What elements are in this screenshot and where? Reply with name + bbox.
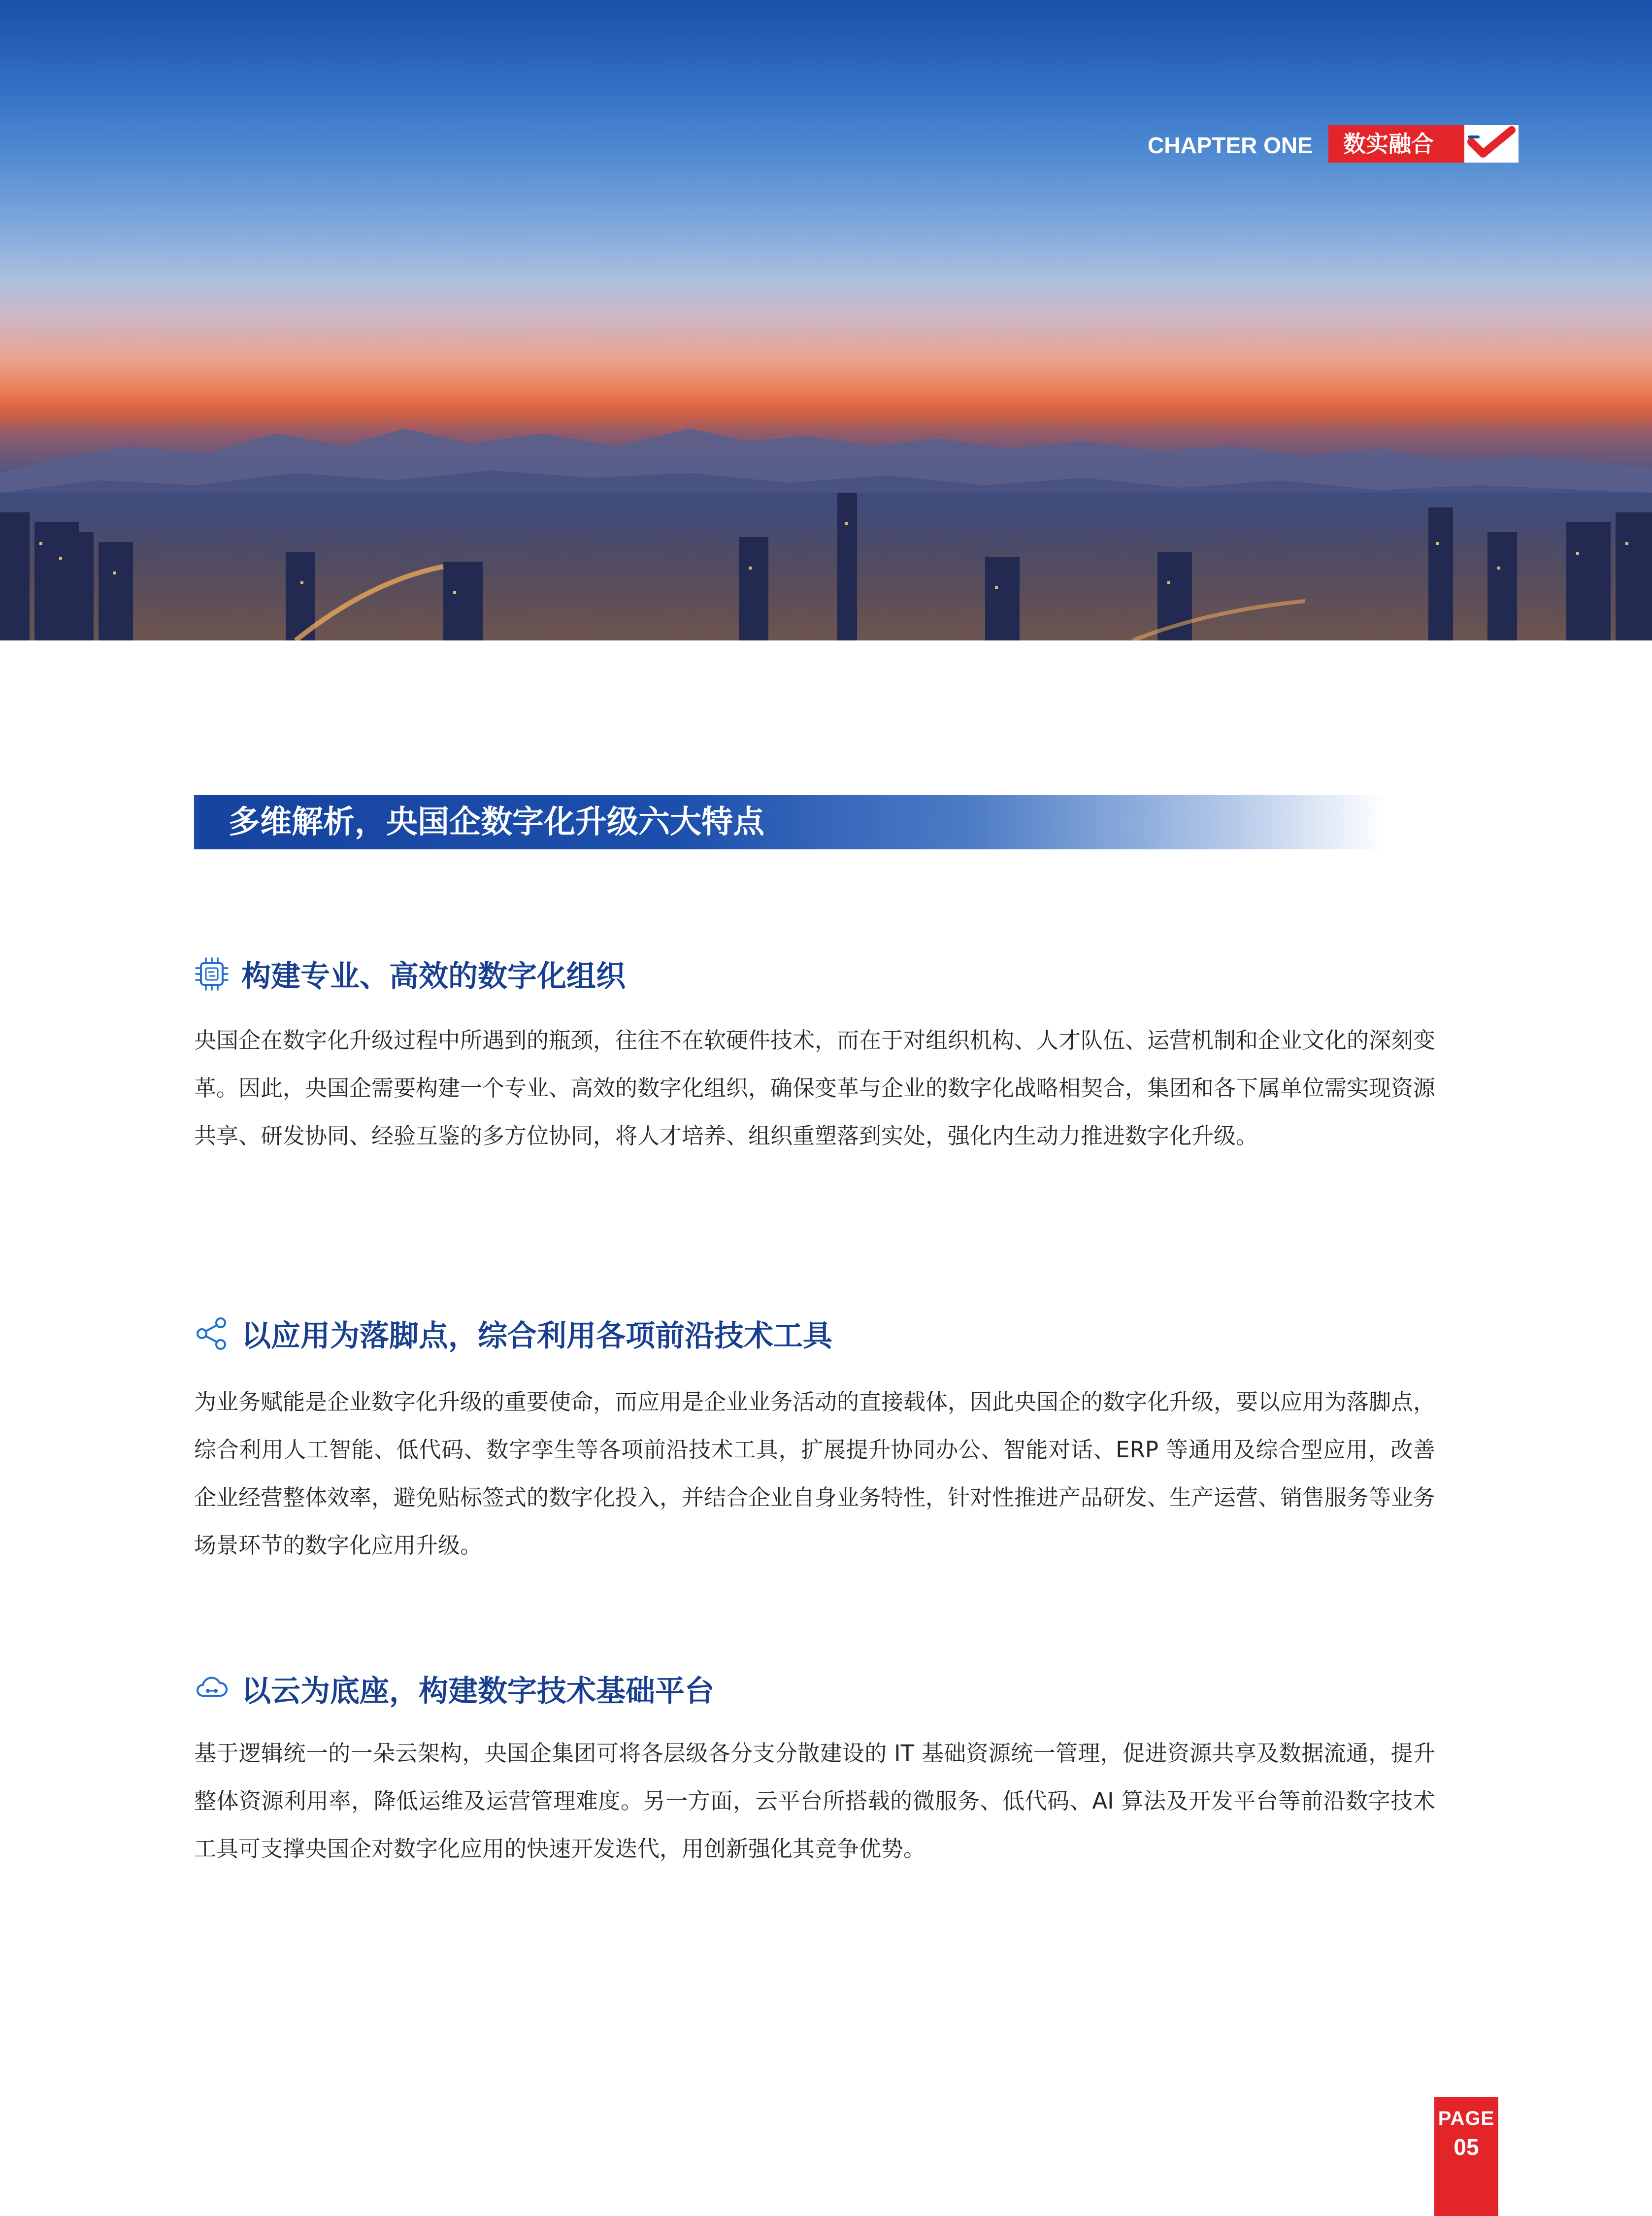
page-number-badge (1434, 2097, 1498, 2216)
hero-city-skyline-image (0, 0, 1652, 640)
section-banner-title: 多维解析，央国企数字化升级六大特点 (229, 804, 764, 840)
section-2-title: 以应用为落脚点，综合利用各项前沿技术工具 (241, 1319, 832, 1353)
section-1-title: 构建专业、高效的数字化组织 (241, 959, 626, 994)
chapter-tag-text: 数实融合 (1343, 131, 1434, 157)
section-2-heading (194, 1311, 832, 1356)
chip-icon (194, 956, 230, 992)
cloud-network-icon (194, 1671, 230, 1707)
page-number: 05 (1454, 2134, 1479, 2160)
check-mark-icon (1464, 125, 1519, 163)
section-3-title: 以云为底座，构建数字技术基础平台 (241, 1674, 714, 1709)
share-icon (194, 1316, 230, 1351)
section-banner (194, 795, 1386, 849)
section-1-heading (194, 952, 626, 996)
section-1-body: 央国企在数字化升级过程中所遇到的瓶颈，往往不在软硬件技术，而在于对组织机构、人才队伍、运营机制和企业文化的深刻变革。因此，央国企需要构建一个专业、高效的数字化组织，确保变革与企业的数字化战略相契合，集团和各下属单位需实现资源共享、研发协同、经验互鉴的多方位协同，将人才培养、组织重塑落到实处，强化内生动力推进数字化升级。 (194, 1027, 1436, 1149)
chapter-label: CHAPTER ONE (1148, 133, 1313, 158)
skyline-illustration (0, 0, 1652, 640)
page-label: PAGE (1438, 2108, 1495, 2129)
section-3-body: 基于逻辑统一的一朵云架构，央国企集团可将各层级各分支分散建设的 IT 基础资源统一管理，促进资源共享及数据流通，提升整体资源利用率，降低运维及运营管理难度。另一方面，云平台所搭载的微服务、低代码、AI 算法及开发平台等前沿数字技术工具可支撑央国企对数字化应用的快速开发迭代，用创新强化其竞争优势。 (194, 1740, 1435, 1862)
chapter-tag (1328, 125, 1519, 163)
section-3-heading (194, 1667, 714, 1711)
section-2-body: 为业务赋能是企业数字化升级的重要使命，而应用是企业业务活动的直接载体，因此央国企的数字化升级，要以应用为落脚点，综合利用人工智能、低代码、数字孪生等各项前沿技术工具，扩展提升协同办公、智能对话、ERP 等通用及综合型应用，改善企业经营整体效率，避免贴标签式的数字化投入，并结合企业自身业务特性，针对性推进产品研发、生产运营、销售服务等业务场景环节的数字化应用升级。 (194, 1389, 1436, 1558)
